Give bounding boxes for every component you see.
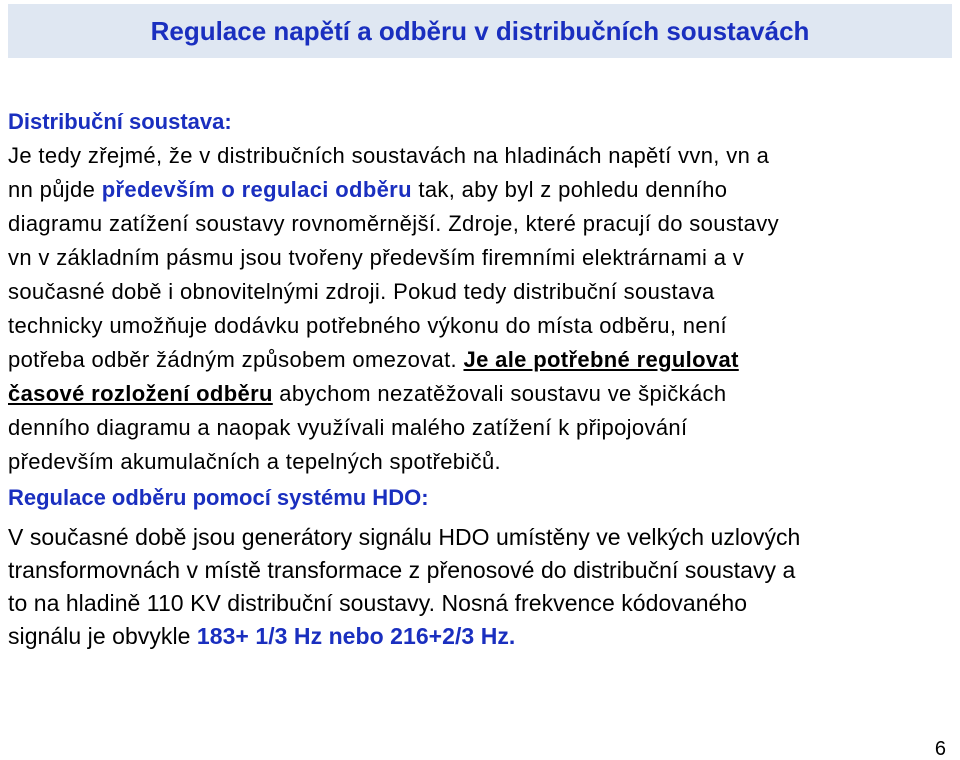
page-number: 6 <box>934 738 946 760</box>
text-line: vn v základním pásmu jsou tvořeny především firemními elektrárnami a v <box>8 245 745 270</box>
text-line: transformovnách v místě transformace z přenosové do distribuční soustavy a <box>8 557 796 583</box>
paragraph-hdo <box>8 521 953 653</box>
slide-content <box>8 105 953 653</box>
emphasis-regulation-need: Je ale potřebné regulovat <box>463 347 739 372</box>
text-line: potřeba odběr žádným způsobem omezovat. Je ale potřebné regulovat <box>8 347 739 372</box>
text-line: V současné době jsou generátory signálu HDO umístěny ve velkých uzlových <box>8 524 801 550</box>
text-line: to na hladině 110 KV distribuční soustavy. Nosná frekvence kódovaného <box>8 590 748 616</box>
paragraph-distribution <box>8 139 953 479</box>
emphasis-odber-regulation: především o regulaci odběru <box>101 177 412 202</box>
slide-title: Regulace napětí a odběru v distribučních soustavách <box>150 15 810 46</box>
text-line: signálu je obvykle 183+ 1/3 Hz nebo 216+2/3 Hz. <box>8 623 516 649</box>
section-heading-distribution: Distribuční soustava: <box>8 109 232 134</box>
text-line: Je tedy zřejmé, že v distribučních soustavách na hladinách napětí vvn, vn a <box>8 143 770 168</box>
text-line: především akumulačních a tepelných spotřebičů. <box>8 449 502 474</box>
slide-title-bar <box>8 4 952 58</box>
text-line: denního diagramu a naopak využívali malého zatížení k připojování <box>8 415 688 440</box>
text-line: současné době i obnovitelnými zdroji. Pokud tedy distribuční soustava <box>8 279 715 304</box>
text-line: časové rozložení odběru abychom nezatěžovali soustavu ve špičkách <box>8 381 727 406</box>
text-line: diagramu zatížení soustavy rovnoměrnější. Zdroje, které pracují do soustavy <box>8 211 779 236</box>
text-line: technicky umožňuje dodávku potřebného výkonu do místa odběru, není <box>8 313 727 338</box>
emphasis-time-distribution: časové rozložení odběru <box>8 381 273 406</box>
text-line: nn půjde především o regulaci odběru tak, aby byl z pohledu denního <box>8 177 728 202</box>
section-heading-hdo: Regulace odběru pomocí systému HDO: <box>8 485 429 510</box>
emphasis-frequency: 183+ 1/3 Hz nebo 216+2/3 Hz. <box>196 623 516 649</box>
